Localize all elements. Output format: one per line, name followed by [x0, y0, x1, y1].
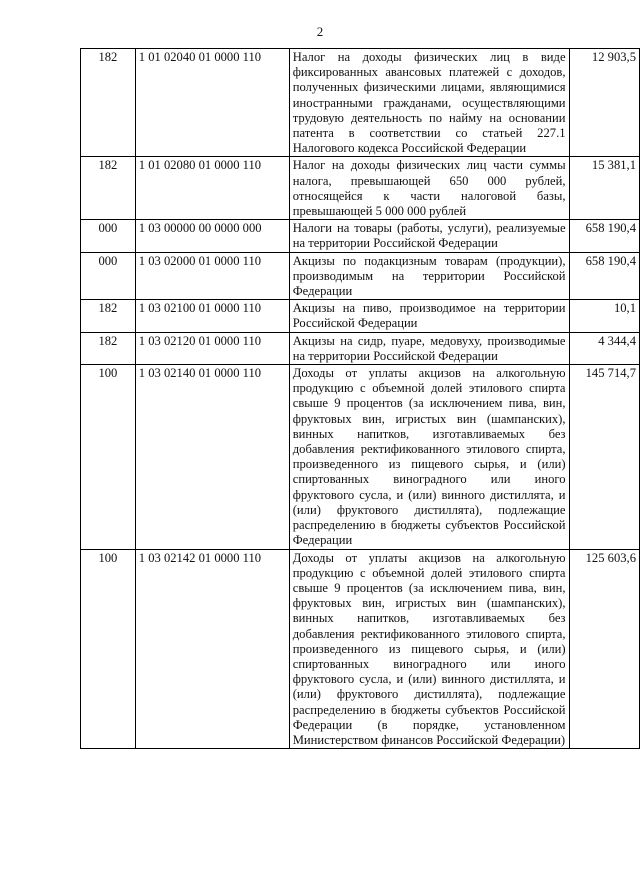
table-row: [81, 157, 640, 220]
amount-cell: 10,1: [569, 300, 639, 332]
admin-code-cell: 000: [81, 220, 136, 252]
budget-classification-code-cell: 1 03 02120 01 0000 110: [135, 332, 289, 364]
table-row: [81, 49, 640, 157]
budget-classification-code-cell: 1 03 00000 00 0000 000: [135, 220, 289, 252]
admin-code-cell: 182: [81, 300, 136, 332]
amount-cell: 125 603,6: [569, 549, 639, 749]
table-row: [81, 332, 640, 364]
revenue-name-cell: Доходы от уплаты акцизов на алкогольную продукцию с объемной долей этилового спирта свыше 9 процентов (за исключением пива, вин, фруктовых вин, игристых вин (шампанских), винных напитков, изготавливаемых без добавления ректификованного этилового спирта, произведенного из пищевого сырья, и (или) спиртованных виноградного или иного фруктового сусла, и (или) винного дистиллята, и (или) фруктового дистиллята), подлежащие распределению в бюджеты субъектов Российской Федерации (в порядке, установленном Министерством финансов Российской Федерации): [289, 549, 569, 749]
amount-cell: 658 190,4: [569, 252, 639, 300]
budget-classification-code-cell: 1 03 02100 01 0000 110: [135, 300, 289, 332]
page-number: 2: [316, 24, 324, 39]
amount-cell: 15 381,1: [569, 157, 639, 220]
amount-cell: 12 903,5: [569, 49, 639, 157]
revenue-name-cell: Налоги на товары (работы, услуги), реализуемые на территории Российской Федерации: [289, 220, 569, 252]
table-row: [81, 300, 640, 332]
revenue-name-cell: Акцизы на сидр, пуаре, медовуху, производимые на территории Российской Федерации: [289, 332, 569, 364]
admin-code-cell: 000: [81, 252, 136, 300]
table-row: [81, 365, 640, 549]
table-row: [81, 252, 640, 300]
budget-classification-code-cell: 1 03 02142 01 0000 110: [135, 549, 289, 749]
revenue-name-cell: Акцизы по подакцизным товарам (продукции), производимым на территории Российской Федерации: [289, 252, 569, 300]
revenue-name-cell: Доходы от уплаты акцизов на алкогольную продукцию с объемной долей этилового спирта свыше 9 процентов (за исключением пива, вин, фруктовых вин, игристых вин (шампанских), винных напитков, изготавливаемых без добавления ректификованного этилового спирта, произведенного из пищевого сырья, и (или) спиртованных виноградного или иного фруктового сусла, и (или) винного дистиллята, и (или) фруктового дистиллята), подлежащие распределению в бюджеты субъектов Российской Федерации: [289, 365, 569, 549]
admin-code-cell: 100: [81, 549, 136, 749]
budget-classification-code-cell: 1 03 02140 01 0000 110: [135, 365, 289, 549]
admin-code-cell: 182: [81, 332, 136, 364]
admin-code-cell: 182: [81, 49, 136, 157]
revenue-name-cell: Акцизы на пиво, производимое на территории Российской Федерации: [289, 300, 569, 332]
amount-cell: 145 714,7: [569, 365, 639, 549]
table-row: [81, 220, 640, 252]
revenue-table: [80, 48, 640, 749]
revenue-name-cell: Налог на доходы физических лиц части суммы налога, превышающей 650 000 рублей, относящейся к части налоговой базы, превышающей 5 000 000 рублей: [289, 157, 569, 220]
table-row: [81, 549, 640, 749]
budget-classification-code-cell: 1 01 02040 01 0000 110: [135, 49, 289, 157]
amount-cell: 4 344,4: [569, 332, 639, 364]
budget-classification-code-cell: 1 03 02000 01 0000 110: [135, 252, 289, 300]
budget-classification-code-cell: 1 01 02080 01 0000 110: [135, 157, 289, 220]
admin-code-cell: 100: [81, 365, 136, 549]
admin-code-cell: 182: [81, 157, 136, 220]
revenue-name-cell: Налог на доходы физических лиц в виде фиксированных авансовых платежей с доходов, полученных физическими лицами, являющимися иностранными гражданами, осуществляющими трудовую деятельность по найму на основании патента в соответствии со статьей 227.1 Налогового кодекса Российской Федерации: [289, 49, 569, 157]
amount-cell: 658 190,4: [569, 220, 639, 252]
